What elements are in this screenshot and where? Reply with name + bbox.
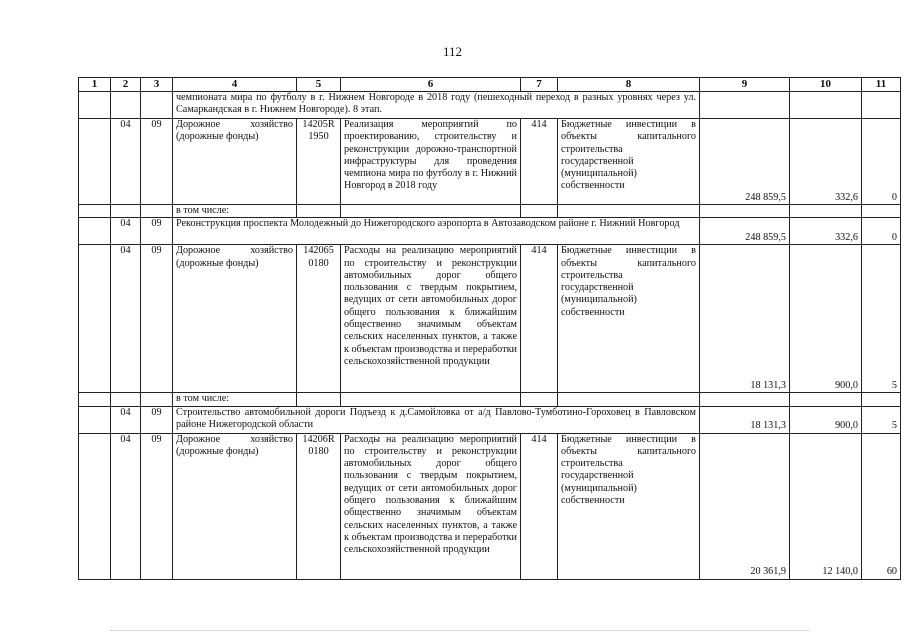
cell-subsection: 09 — [141, 406, 173, 433]
cell-activity: Реализация мероприятий по проектированию, строительству и реконструкции дорожно-транспортной инфраструктуры для проведения чемпиона мира по футболу в г. Нижний Новгород в 2018 году — [341, 119, 521, 205]
col-header-8: 8 — [558, 78, 700, 92]
table-row — [79, 205, 901, 218]
cell-subsection: 09 — [141, 433, 173, 579]
cell-amount — [700, 92, 790, 119]
cell-expense-code: 414 — [521, 119, 558, 205]
col-header-9: 9 — [700, 78, 790, 92]
cell-amount-2: 332,6 — [790, 218, 862, 245]
scan-artifact-line — [110, 630, 810, 633]
cell-section-name: Дорожное хозяйство (дорожные фонды) — [173, 119, 297, 205]
cell-section: 04 — [111, 433, 141, 579]
col-header-6: 6 — [341, 78, 521, 92]
including-label: в том числе: — [173, 393, 297, 406]
cell-section: 04 — [111, 218, 141, 245]
table-row — [79, 406, 901, 433]
cell-subsection: 09 — [141, 245, 173, 393]
cell-subsection: 09 — [141, 119, 173, 205]
cell-expense-type: Бюджетные инвестиции в объекты капитального строительства государственной (муниципальной) собственности — [558, 433, 700, 579]
cell-value: 0 — [862, 218, 901, 245]
cell-section: 04 — [111, 406, 141, 433]
cell-amount: 248 859,5 — [700, 218, 790, 245]
cell-amount: 18 131,3 — [700, 406, 790, 433]
col-header-10: 10 — [790, 78, 862, 92]
col-header-1: 1 — [79, 78, 111, 92]
cell-amount-2: 12 140,0 — [790, 433, 862, 579]
col-header-5: 5 — [297, 78, 341, 92]
table-row — [79, 218, 901, 245]
cell-amount: 248 859,5 — [700, 119, 790, 205]
project-name: Реконструкция проспекта Молодежный до Нижегородского аэропорта в Автозаводском районе г. Нижний Новгород — [173, 218, 700, 245]
cell-amount-2: 900,0 — [790, 406, 862, 433]
cell-section: 04 — [111, 245, 141, 393]
cell-activity: Расходы на реализацию мероприятий по строительству и реконструкции автомобильных дорог общего пользования с твердым покрытием, ведущих от сети автомобильных дорог общего пользования к ближайшим общественно значимым объектам сельских населенных пунктов, а также к объектам производства и переработки сельскохозяйственной продукции — [341, 245, 521, 393]
cell-target-code: 142065 0180 — [297, 245, 341, 393]
cell-expense-type: Бюджетные инвестиции в объекты капитального строительства государственной (муниципальной) собственности — [558, 245, 700, 393]
table-row — [79, 119, 901, 205]
table-row — [79, 245, 901, 393]
cell-target-code: 14206R 0180 — [297, 433, 341, 579]
cell-activity: Расходы на реализацию мероприятий по строительству и реконструкции автомобильных дорог общего пользования с твердым покрытием, ведущих от сети автомобильных дорог общего пользования к ближайшим общественно значимым объектам сельских населенных пунктов, а также к объектам производства и переработки сельскохозяйственной продукции — [341, 433, 521, 579]
cell-amount-2: 900,0 — [790, 245, 862, 393]
table-row — [79, 92, 901, 119]
cell-value — [862, 92, 901, 119]
page-number: 112 — [442, 44, 463, 59]
cell-amount: 18 131,3 — [700, 245, 790, 393]
project-name: Строительство автомобильной дороги Подъезд к д.Самойловка от а/д Павлово-Тумботино-Гороховец в Павловском районе Нижегородской области — [173, 406, 700, 433]
cell-amount-2 — [790, 92, 862, 119]
col-header-11: 11 — [862, 78, 901, 92]
cell-section-name: Дорожное хозяйство (дорожные фонды) — [173, 433, 297, 579]
cell-value: 5 — [862, 245, 901, 393]
cell-target-code: 14205R 1950 — [297, 119, 341, 205]
col-header-4: 4 — [173, 78, 297, 92]
cell-value: 0 — [862, 119, 901, 205]
cell-expense-code: 414 — [521, 433, 558, 579]
cell-expense-code: 414 — [521, 245, 558, 393]
cell-section: 04 — [111, 119, 141, 205]
col-header-3: 3 — [141, 78, 173, 92]
cell-amount-2: 332,6 — [790, 119, 862, 205]
cell-subsection: 09 — [141, 218, 173, 245]
cell-amount: 20 361,9 — [700, 433, 790, 579]
cell-section-name: Дорожное хозяйство (дорожные фонды) — [173, 245, 297, 393]
cell-value: 5 — [862, 406, 901, 433]
budget-table — [78, 77, 901, 580]
col-header-7: 7 — [521, 78, 558, 92]
table-row — [79, 393, 901, 406]
including-label: в том числе: — [173, 205, 297, 218]
program-description-continued: чемпионата мира по футболу в г. Нижнем Новгороде в 2018 году (пешеходный переход в разных уровнях через ул. Самаркандская в г. Нижнем Новгороде). 8 этап. — [173, 92, 700, 119]
table-row — [79, 433, 901, 579]
col-header-2: 2 — [111, 78, 141, 92]
header-row — [79, 78, 901, 92]
cell-value: 60 — [862, 433, 901, 579]
cell-expense-type: Бюджетные инвестиции в объекты капитального строительства государственной (муниципальной) собственности — [558, 119, 700, 205]
